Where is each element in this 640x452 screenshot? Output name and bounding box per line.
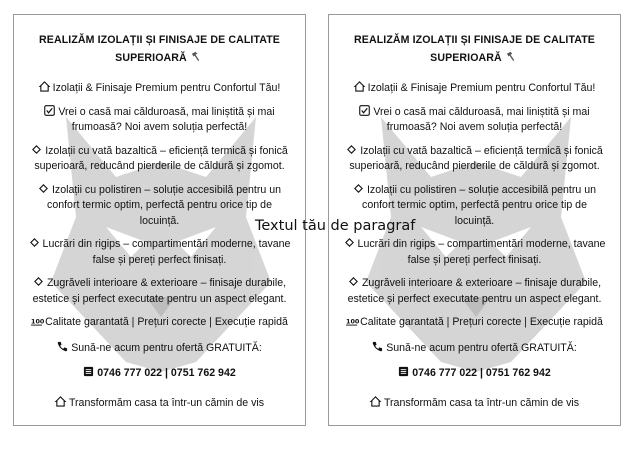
question: Vrei o casă mai călduroasă, mai liniștită și mai frumoasă? Noi avem soluția perfectă!: [26, 105, 293, 136]
svg-text:100: 100: [346, 317, 360, 326]
phone-numbers[interactable]: 0746 777 022 | 0751 762 942: [341, 366, 608, 382]
phone-icon: [372, 341, 383, 352]
bullet-diamond-icon: [344, 237, 355, 248]
benefits: 100 Calitate garantată | Prețuri corecte | Execuție rapidă: [31, 316, 288, 328]
flyer-content: [329, 15, 620, 411]
checkbox-icon: [359, 105, 370, 116]
svg-text:100: 100: [31, 317, 45, 326]
benefits: 100 Calitate garantată | Prețuri corecte | Execuție rapidă: [346, 316, 603, 328]
bullet-diamond-icon: [31, 144, 42, 155]
bullet-diamond-icon: [353, 183, 364, 194]
flyer-content: [14, 15, 305, 411]
service-item: Lucrări din rigips – compartimentări moderne, tavane false și pereți perfect finisați.: [26, 237, 293, 268]
service-item: Izolații cu polistiren – soluție accesibilă pentru un confort termic optim, perfectă pentru orice tip de locuință.: [26, 183, 293, 230]
house-icon: [370, 396, 381, 407]
hundred-icon: [31, 315, 45, 326]
house-icon: [354, 81, 365, 92]
hammer-icon: [505, 51, 516, 62]
flyer-title: [26, 31, 293, 67]
bullet-diamond-icon: [348, 276, 359, 287]
bullet-diamond-icon: [346, 144, 357, 155]
headline: Izolații & Finisaje Premium pentru Confortul Tău!: [26, 81, 293, 97]
service-item: Izolații cu vată bazaltică – eficiență termică și fonică superioară, reducând pierderile de căldură și zgomot.: [341, 144, 608, 175]
title-line-2: SUPERIOARĂ: [115, 52, 187, 64]
title-line-2: SUPERIOARĂ: [430, 52, 502, 64]
house-icon: [39, 81, 50, 92]
call-to-action: Sună-ne acum pentru ofertă GRATUITĂ:: [26, 341, 293, 357]
service-item: Zugrăveli interioare & exterioare – finisaje durabile, estetice și perfect executate pentru un aspect elegant.: [32, 277, 287, 305]
title-line-1: REALIZĂM IZOLAȚII ȘI FINISAJE DE CALITATE: [354, 34, 595, 46]
headline: Izolații & Finisaje Premium pentru Confortul Tău!: [341, 81, 608, 97]
service-item: Lucrări din rigips – compartimentări moderne, tavane false și pereți perfect finisați.: [341, 237, 608, 268]
call-to-action: Sună-ne acum pentru ofertă GRATUITĂ:: [341, 341, 608, 357]
title-line-1: REALIZĂM IZOLAȚII ȘI FINISAJE DE CALITATE: [39, 34, 280, 46]
phone-list-icon: [398, 366, 409, 377]
checkbox-icon: [44, 105, 55, 116]
phone-icon: [57, 341, 68, 352]
house-icon: [55, 396, 66, 407]
bullet-diamond-icon: [38, 183, 49, 194]
service-item: Izolații cu vată bazaltică – eficiență termică și fonică superioară, reducând pierderile de căldură și zgomot.: [26, 144, 293, 175]
bullet-diamond-icon: [29, 237, 40, 248]
service-item: Izolații cu polistiren – soluție accesibilă pentru un confort termic optim, perfectă pentru orice tip de locuință.: [341, 183, 608, 230]
bullet-diamond-icon: [33, 276, 44, 287]
phone-list-icon: [83, 366, 94, 377]
hundred-icon: [346, 315, 360, 326]
service-item: Zugrăveli interioare & exterioare – finisaje durabile, estetice și perfect executate pentru un aspect elegant.: [347, 277, 602, 305]
flyer-title: [341, 31, 608, 67]
closing-line: Transformăm casa ta într-un cămin de vis: [26, 396, 293, 412]
closing-line: Transformăm casa ta într-un cămin de vis: [341, 396, 608, 412]
hammer-icon: [190, 51, 201, 62]
overlay-text-box[interactable]: Textul tău de paragraf: [255, 218, 416, 234]
phone-numbers[interactable]: 0746 777 022 | 0751 762 942: [26, 366, 293, 382]
question: Vrei o casă mai călduroasă, mai liniștită și mai frumoasă? Noi avem soluția perfectă!: [341, 105, 608, 136]
